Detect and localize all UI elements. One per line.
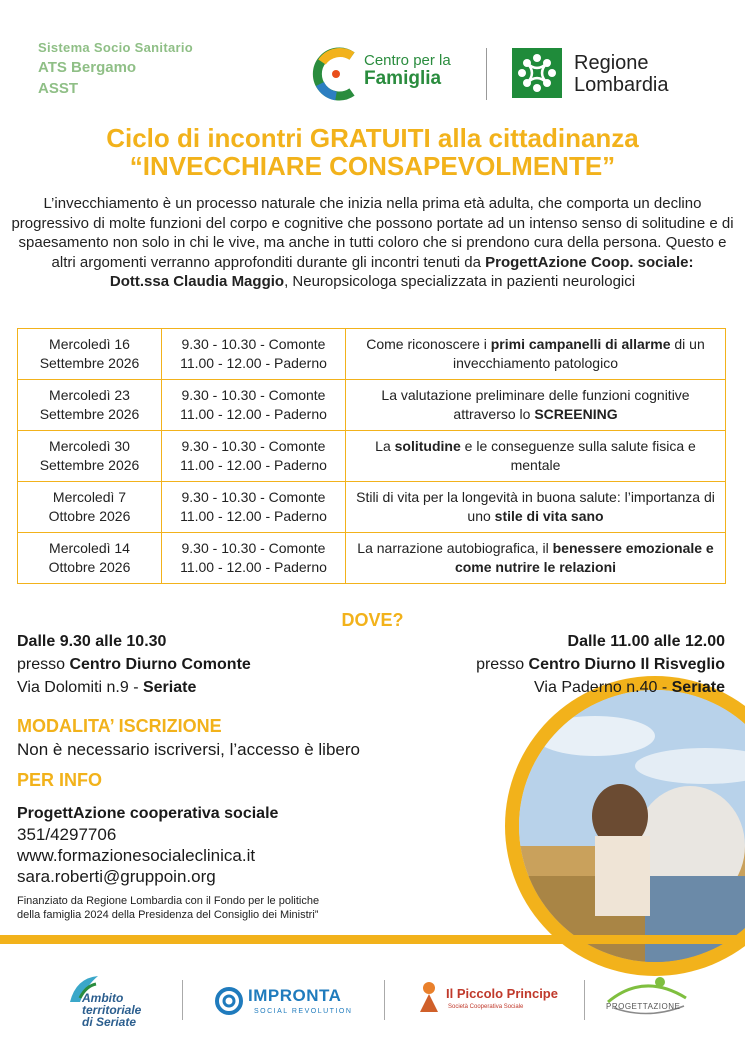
- location-left-place: Centro Diurno Comonte: [69, 656, 251, 673]
- table-row: [18, 533, 726, 584]
- row-times: [162, 431, 346, 482]
- cpf-line-2: Famiglia: [364, 68, 442, 89]
- row-date: [18, 533, 162, 584]
- contact-phone[interactable]: 351/4297706: [17, 825, 117, 844]
- topic-text: e le conseguenze sulla salute fisica e mentale: [460, 438, 696, 473]
- contact-website[interactable]: www.formazionesocialeclinica.it: [17, 846, 256, 865]
- topic-text: La valutazione preliminare delle funzioni cognitive attraverso lo: [381, 387, 690, 422]
- rosa-camuna-icon: [512, 48, 562, 98]
- title-line-1: Ciclo di incontri GRATUITI alla cittadinanza: [106, 123, 639, 153]
- impronta-sub: SOCIAL REVOLUTION: [254, 1008, 353, 1015]
- row-date: [18, 329, 162, 380]
- location-left-presso: presso: [17, 656, 70, 673]
- modalita-text: Non è necessario iscriversi, l’accesso è libero: [17, 740, 360, 759]
- table-row: [18, 329, 726, 380]
- row-time-2: 11.00 - 12.00 - Paderno: [180, 508, 327, 524]
- row-day: Mercoledì 16: [49, 336, 130, 352]
- topic-highlight: benessere emozionale e come nutrire le relazioni: [454, 540, 714, 575]
- row-times: [162, 329, 346, 380]
- row-topic: [346, 380, 726, 431]
- header-divider: [486, 48, 487, 100]
- contact-block: [17, 803, 278, 887]
- contact-org: ProgettAzione cooperativa sociale: [17, 805, 279, 822]
- ats-line-2: ATS Bergamo: [38, 59, 137, 76]
- impronta-name: IMPRONTA: [248, 986, 342, 1005]
- location-right-presso: presso: [476, 656, 529, 673]
- impronta-logo: [214, 972, 354, 1032]
- row-date: [18, 431, 162, 482]
- row-time-2: 11.00 - 12.00 - Paderno: [180, 457, 327, 473]
- rl-line-2: Lombardia: [574, 74, 669, 96]
- row-month: Ottobre 2026: [48, 508, 131, 524]
- intro-speaker: Dott.ssa Claudia Maggio: [109, 273, 285, 290]
- row-time-2: 11.00 - 12.00 - Paderno: [180, 355, 327, 371]
- row-topic: [346, 533, 726, 584]
- topic-text: La: [375, 438, 395, 454]
- location-right-city: Seriate: [671, 679, 725, 696]
- intro-speaker-role: , Neuropsicologa specializzata in pazienti neurologici: [284, 273, 636, 290]
- row-time-1: 9.30 - 10.30 - Comonte: [181, 438, 326, 454]
- funding-line-1: Finanziato da Regione Lombardia con il Fondo per le politiche: [17, 895, 320, 907]
- row-day: Mercoledì 30: [49, 438, 130, 454]
- row-month: Settembre 2026: [39, 457, 140, 473]
- ambito-line-3: di Seriate: [82, 1015, 137, 1029]
- row-times: [162, 482, 346, 533]
- ambito-seriate-logo: [66, 972, 166, 1032]
- piccolo-principe-logo: [414, 972, 564, 1032]
- row-date: [18, 482, 162, 533]
- title-line-2: “INVECCHIARE CONSAPEVOLMENTE”: [129, 151, 616, 181]
- topic-highlight: SCREENING: [534, 406, 618, 422]
- table-row: [18, 380, 726, 431]
- contact-email[interactable]: sara.roberti@gruppoin.org: [17, 867, 216, 886]
- row-time-2: 11.00 - 12.00 - Paderno: [180, 406, 327, 422]
- location-left-city: Seriate: [142, 679, 197, 696]
- intro-paragraph: [8, 194, 737, 292]
- footer-divider-2: [384, 980, 385, 1020]
- funding-line-2: della famiglia 2024 della Presidenza del Consiglio dei Ministri”: [17, 909, 319, 921]
- row-day: Mercoledì 7: [52, 489, 127, 505]
- progettazione-icon: [604, 972, 690, 1022]
- topic-text: di un invecchiamento patologico: [453, 336, 705, 371]
- row-day: Mercoledì 14: [49, 540, 130, 556]
- row-time-1: 9.30 - 10.30 - Comonte: [181, 387, 326, 403]
- location-left-time: Dalle 9.30 alle 10.30: [17, 633, 167, 650]
- row-time-1: 9.30 - 10.30 - Comonte: [181, 489, 326, 505]
- intro-org: ProgettAzione Coop. sociale:: [485, 253, 694, 271]
- row-time-1: 9.30 - 10.30 - Comonte: [181, 336, 326, 352]
- topic-highlight: solitudine: [394, 438, 461, 454]
- topic-text: La narrazione autobiografica, il: [357, 540, 553, 556]
- ambito-line-1: Ambito: [82, 991, 124, 1005]
- row-month: Ottobre 2026: [48, 559, 131, 575]
- intro-text: L’invecchiamento è un processo naturale che inizia nella prima età adulta, che comporta un declino progressivo di molte funzioni del corpo e cognitive che possono portate ad un intenso senso di solitudine e di spaesamento non solo in chi le vive, ma anche in tutti coloro che si prendono cura della persona. Questo e altri argomenti verranno approfonditi durante gli incontri tenuti da: [11, 195, 734, 271]
- row-month: Settembre 2026: [39, 406, 140, 422]
- row-date: [18, 380, 162, 431]
- ats-line-1: Sistema Socio Sanitario: [38, 40, 194, 55]
- funding-note: [17, 894, 319, 922]
- footer-divider-3: [584, 980, 585, 1020]
- partner-logos: [0, 950, 745, 1050]
- little-prince-icon: [414, 980, 444, 1014]
- progettazione-logo: [604, 972, 694, 1032]
- page-title: [0, 124, 745, 180]
- yellow-band: [0, 935, 745, 944]
- topic-text: Stili di vita per la longevità in buona salute: l’importanza di uno: [356, 489, 715, 524]
- location-right-street: Via Paderno n.40 -: [534, 679, 672, 696]
- row-topic: [346, 431, 726, 482]
- topic-text: Come riconoscere i: [366, 336, 491, 352]
- cpf-line-1: Centro per la: [364, 52, 451, 69]
- footer-divider-1: [182, 980, 183, 1020]
- cpf-c-icon: [312, 44, 360, 104]
- ambito-line-2: territoriale: [82, 1003, 142, 1017]
- topic-highlight: stile di vita sano: [494, 508, 604, 524]
- info-heading: PER INFO: [17, 770, 103, 790]
- row-month: Settembre 2026: [39, 355, 140, 371]
- location-left: [17, 630, 251, 699]
- modalita-heading: MODALITA’ ISCRIZIONE: [17, 716, 222, 736]
- row-time-2: 11.00 - 12.00 - Paderno: [180, 559, 327, 575]
- row-topic: [346, 482, 726, 533]
- ats-line-3: ASST: [38, 80, 79, 97]
- rl-line-1: Regione: [574, 52, 649, 74]
- location-left-street: Via Dolomiti n.9 -: [17, 679, 143, 696]
- piccolo-sub: Società Cooperativa Sociale: [448, 1004, 524, 1010]
- progettazione-name: PROGETTAZIONE: [606, 1002, 681, 1011]
- topic-highlight: primi campanelli di allarme: [490, 336, 671, 352]
- row-topic: [346, 329, 726, 380]
- grandparent-child-photo: [505, 676, 745, 976]
- dove-heading: DOVE?: [341, 610, 404, 630]
- ats-block: [38, 40, 193, 97]
- table-row: [18, 431, 726, 482]
- piccolo-name: Il Piccolo Principe: [446, 986, 558, 1001]
- row-times: [162, 533, 346, 584]
- row-time-1: 9.30 - 10.30 - Comonte: [181, 540, 326, 556]
- table-row: [18, 482, 726, 533]
- location-right-place: Centro Diurno Il Risveglio: [528, 656, 725, 673]
- row-day: Mercoledì 23: [49, 387, 130, 403]
- location-right: [476, 630, 725, 699]
- impronta-icon: [214, 986, 244, 1016]
- schedule-table: [17, 328, 726, 584]
- location-right-time: Dalle 11.00 alle 12.00: [567, 633, 725, 650]
- row-times: [162, 380, 346, 431]
- centro-per-la-famiglia-logo: [312, 44, 472, 104]
